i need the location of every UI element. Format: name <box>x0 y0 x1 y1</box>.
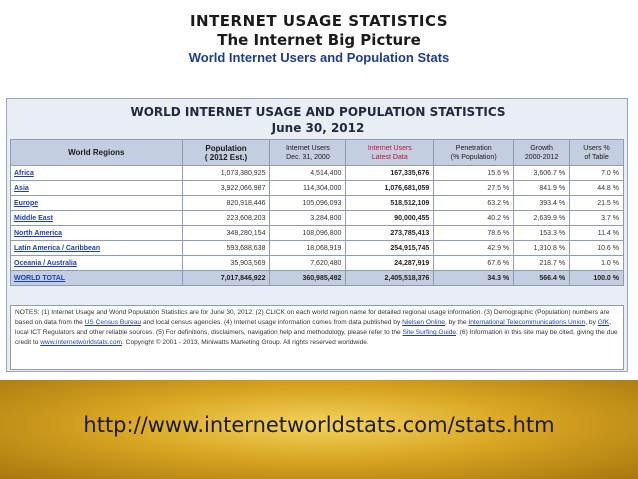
users-2000-cell: 114,304,000 <box>270 181 346 196</box>
region-link-world-total[interactable]: WORLD TOTAL <box>14 274 66 282</box>
header-population-line2: ( 2012 Est.) <box>204 152 248 162</box>
slide-title: INTERNET USAGE STATISTICS <box>189 12 449 30</box>
header-users-latest <box>346 140 434 166</box>
users-2000-cell: 4,514,400 <box>270 166 346 181</box>
table-row <box>11 196 624 211</box>
header-region: World Regions <box>11 140 183 166</box>
users-2000-cell: 7,620,480 <box>270 256 346 271</box>
population-cell: 1,073,380,925 <box>182 166 270 181</box>
link-itu[interactable]: International Telecommunications Union <box>468 319 586 326</box>
header-users-latest-line2: Latest Data <box>371 153 408 161</box>
region-link-asia[interactable]: Asia <box>14 184 29 192</box>
link-us-census-bureau[interactable]: US Census Bureau <box>84 319 142 326</box>
population-cell: 348,280,154 <box>182 226 270 241</box>
table-row <box>11 211 624 226</box>
users-2000-cell: 108,096,800 <box>270 226 346 241</box>
notes-text-1: NOTES: (1) Internet Usage and World Population Statistics are for June 30, 2012. (2) CLICK on each world region name for detailed regional usage information. (3) Demographic (Population) numbers are based on data from the <box>15 309 610 326</box>
users-latest-cell: 167,335,676 <box>346 166 434 181</box>
region-cell[interactable] <box>11 256 183 271</box>
users-2000-cell: 105,096,093 <box>270 196 346 211</box>
source-url[interactable]: http://www.internetworldstats.com/stats.htm <box>83 413 555 437</box>
users-latest-cell: 24,287,919 <box>346 256 434 271</box>
users-latest-cell: 90,000,455 <box>346 211 434 226</box>
table-row <box>11 181 624 196</box>
header-population <box>182 140 270 166</box>
population-cell: 593,688,638 <box>182 241 270 256</box>
table-total-row <box>11 271 624 286</box>
total-population-cell: 7,017,846,922 <box>182 271 270 286</box>
region-link-latin-america[interactable]: Latin America / Caribbean <box>14 244 101 252</box>
growth-cell: 218.7 % <box>514 256 570 271</box>
notes-box <box>10 305 624 370</box>
growth-cell: 841.9 % <box>514 181 570 196</box>
growth-cell: 1,310.8 % <box>514 241 570 256</box>
link-nielsen-online[interactable]: Nielsen Online <box>402 319 445 326</box>
users-latest-cell: 273,785,413 <box>346 226 434 241</box>
population-cell: 223,608,203 <box>182 211 270 226</box>
share-cell: 21.5 % <box>570 196 624 211</box>
penetration-cell: 15.6 % <box>434 166 514 181</box>
users-2000-cell: 18,068,919 <box>270 241 346 256</box>
penetration-cell: 40.2 % <box>434 211 514 226</box>
statistics-panel <box>6 98 628 372</box>
users-latest-cell: 254,915,745 <box>346 241 434 256</box>
penetration-cell: 27.5 % <box>434 181 514 196</box>
header-share-line2: of Table <box>584 153 609 161</box>
total-growth-cell: 566.4 % <box>514 271 570 286</box>
region-cell[interactable] <box>11 211 183 226</box>
header-share <box>570 140 624 166</box>
share-cell: 3.7 % <box>570 211 624 226</box>
growth-cell: 153.3 % <box>514 226 570 241</box>
total-users-2000-cell: 360,985,492 <box>270 271 346 286</box>
growth-cell: 2,639.9 % <box>514 211 570 226</box>
statistics-table <box>10 139 624 286</box>
total-penetration-cell: 34.3 % <box>434 271 514 286</box>
notes-text-7: . Copyright © 2001 - 2013, Miniwatts Marketing Group. All rights reserved worldwide. <box>122 339 369 346</box>
penetration-cell: 42.9 % <box>434 241 514 256</box>
users-latest-cell: 518,512,109 <box>346 196 434 211</box>
penetration-cell: 63.2 % <box>434 196 514 211</box>
penetration-cell: 78.6 % <box>434 226 514 241</box>
region-link-oceania[interactable]: Oceania / Australia <box>14 259 77 267</box>
users-2000-cell: 3,284,800 <box>270 211 346 226</box>
header-users-2000-line2: Dec. 31, 2000 <box>286 153 330 161</box>
header-users-latest-line1: Internet Users <box>367 144 412 152</box>
region-cell[interactable] <box>11 241 183 256</box>
header-penetration <box>434 140 514 166</box>
table-date: June 30, 2012 <box>271 121 365 135</box>
population-cell: 820,918,446 <box>182 196 270 211</box>
growth-cell: 393.4 % <box>514 196 570 211</box>
notes-text-6: . (6) Information in this site may be cited, giving the due credit to <box>15 329 618 346</box>
slide-subtitle: The Internet Big Picture <box>217 31 421 49</box>
header-population-line1: Population <box>205 143 247 153</box>
link-gfk[interactable]: GfK <box>597 319 610 326</box>
region-cell[interactable] <box>11 166 183 181</box>
region-cell[interactable] <box>11 226 183 241</box>
table-title: WORLD INTERNET USAGE AND POPULATION STATISTICS <box>130 105 506 119</box>
share-cell: 7.0 % <box>570 166 624 181</box>
header-penetration-line1: Penetration <box>455 144 492 152</box>
users-latest-cell: 1,076,681,059 <box>346 181 434 196</box>
total-share-cell: 100.0 % <box>570 271 624 286</box>
region-link-europe[interactable]: Europe <box>14 199 39 207</box>
table-row <box>11 226 624 241</box>
share-cell: 11.4 % <box>570 226 624 241</box>
share-cell: 1.0 % <box>570 256 624 271</box>
header-growth-line1: Growth <box>530 144 553 152</box>
notes-text-2: and local census agencies. (4) Internet usage information comes from data published by <box>141 319 403 326</box>
notes-text-4: , by <box>585 319 598 326</box>
slide-tagline: World Internet Users and Population Stats <box>188 50 450 65</box>
link-site-surfing-guide[interactable]: Site Surfing Guide <box>402 329 457 336</box>
link-internetworldstats[interactable]: www.internetworldstats.com <box>40 339 123 346</box>
header-share-line1: Users % <box>583 144 610 152</box>
region-cell[interactable] <box>11 181 183 196</box>
table-row <box>11 166 624 181</box>
population-cell: 3,922,066,987 <box>182 181 270 196</box>
region-link-africa[interactable]: Africa <box>14 169 34 177</box>
url-banner <box>0 380 638 479</box>
header-users-2000 <box>270 140 346 166</box>
notes-text-3: , by the <box>444 319 469 326</box>
growth-cell: 3,606.7 % <box>514 166 570 181</box>
header-users-2000-line1: Internet Users <box>285 144 330 152</box>
region-link-middle-east[interactable]: Middle East <box>14 214 53 222</box>
header-growth-line2: 2000-2012 <box>524 153 559 161</box>
table-header-row <box>11 140 624 166</box>
table-row <box>11 241 624 256</box>
penetration-cell: 67.6 % <box>434 256 514 271</box>
total-region-cell[interactable] <box>11 271 183 286</box>
region-cell[interactable] <box>11 196 183 211</box>
header-growth <box>514 140 570 166</box>
population-cell: 35,903,569 <box>182 256 270 271</box>
share-cell: 10.6 % <box>570 241 624 256</box>
region-link-north-america[interactable]: North America <box>14 229 62 237</box>
table-row <box>11 256 624 271</box>
notes-text-5: , local ICT Regulators and other reliable sources. (5) For definitions, disclaimers, navigation help and methodology, please refer to the <box>15 319 611 336</box>
total-users-latest-cell: 2,405,518,376 <box>346 271 434 286</box>
header-penetration-line2: (% Population) <box>450 153 497 161</box>
share-cell: 44.8 % <box>570 181 624 196</box>
